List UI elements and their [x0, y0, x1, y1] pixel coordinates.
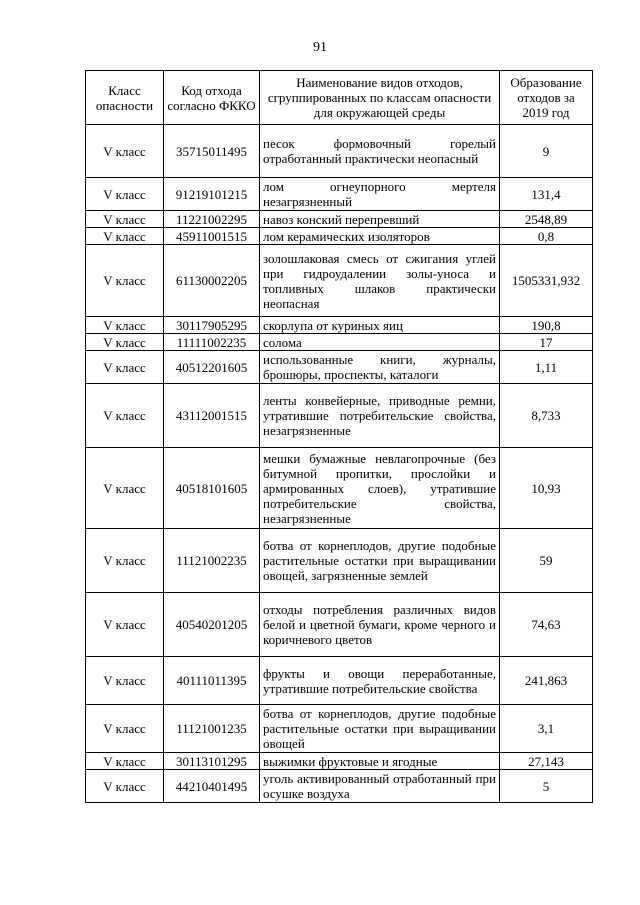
waste-code-cell: 40512201605	[164, 351, 260, 384]
hazard-class-cell: V класс	[86, 125, 164, 178]
waste-code-cell: 44210401495	[164, 770, 260, 803]
hazard-class-cell: V класс	[86, 178, 164, 211]
waste-amount-cell: 8,733	[500, 384, 593, 448]
waste-amount-cell: 10,93	[500, 448, 593, 529]
hazard-class-cell: V класс	[86, 228, 164, 245]
waste-code-cell: 45911001515	[164, 228, 260, 245]
waste-amount-cell: 1505331,932	[500, 245, 593, 317]
waste-amount-cell: 27,143	[500, 753, 593, 770]
page-number: 91	[313, 40, 327, 55]
header-waste-name: Наименование видов отходов, сгруппированных по классам опасности для окружающей среды	[260, 71, 500, 125]
waste-name-cell: золошлаковая смесь от сжигания углей при гидроудалении золы-уноса и топливных шлаков практически неопасная	[260, 245, 500, 317]
table-row	[86, 529, 593, 593]
waste-code-cell: 11121002235	[164, 529, 260, 593]
header-hazard-class: Класс опасности	[86, 71, 164, 125]
table-row	[86, 317, 593, 334]
waste-name-cell: навоз конский перепревший	[260, 211, 500, 228]
table-row	[86, 705, 593, 753]
waste-code-cell: 11111002235	[164, 334, 260, 351]
waste-code-cell: 11121001235	[164, 705, 260, 753]
waste-amount-cell: 74,63	[500, 593, 593, 657]
hazard-class-cell: V класс	[86, 770, 164, 803]
table-row	[86, 228, 593, 245]
table-row	[86, 657, 593, 705]
waste-name-cell: отходы потребления различных видов белой и цветной бумаги, кроме черного и коричневого цветов	[260, 593, 500, 657]
waste-amount-cell: 190,8	[500, 317, 593, 334]
hazard-class-cell: V класс	[86, 317, 164, 334]
waste-table	[85, 70, 593, 803]
waste-name-cell: скорлупа от куриных яиц	[260, 317, 500, 334]
waste-code-cell: 35715011495	[164, 125, 260, 178]
hazard-class-cell: V класс	[86, 593, 164, 657]
waste-amount-cell: 3,1	[500, 705, 593, 753]
hazard-class-cell: V класс	[86, 384, 164, 448]
waste-code-cell: 30113101295	[164, 753, 260, 770]
waste-amount-cell: 0,8	[500, 228, 593, 245]
waste-name-cell: мешки бумажные невлагопрочные (без битумной пропитки, прослойки и армированных слоев), утратившие потребительские свойства, незагрязненные	[260, 448, 500, 529]
waste-code-cell: 40111011395	[164, 657, 260, 705]
hazard-class-cell: V класс	[86, 351, 164, 384]
hazard-class-cell: V класс	[86, 753, 164, 770]
waste-code-cell: 30117905295	[164, 317, 260, 334]
table-body	[86, 125, 593, 803]
waste-name-cell: песок формовочный горелый отработанный практически неопасный	[260, 125, 500, 178]
waste-name-cell: уголь активированный отработанный при осушке воздуха	[260, 770, 500, 803]
waste-name-cell: ботва от корнеплодов, другие подобные растительные остатки при выращивании овощей, загрязненные землей	[260, 529, 500, 593]
waste-name-cell: ботва от корнеплодов, другие подобные растительные остатки при выращивании овощей	[260, 705, 500, 753]
table-row	[86, 753, 593, 770]
waste-code-cell: 11221002295	[164, 211, 260, 228]
hazard-class-cell: V класс	[86, 529, 164, 593]
header-waste-amount: Образование отходов за 2019 год	[500, 71, 593, 125]
waste-amount-cell: 17	[500, 334, 593, 351]
waste-name-cell: фрукты и овощи переработанные, утратившие потребительские свойства	[260, 657, 500, 705]
waste-amount-cell: 5	[500, 770, 593, 803]
header-waste-code: Код отхода согласно ФККО	[164, 71, 260, 125]
hazard-class-cell: V класс	[86, 245, 164, 317]
waste-amount-cell: 59	[500, 529, 593, 593]
table-header-row	[86, 71, 593, 125]
table-row	[86, 593, 593, 657]
table-row	[86, 125, 593, 178]
table-row	[86, 384, 593, 448]
hazard-class-cell: V класс	[86, 334, 164, 351]
hazard-class-cell: V класс	[86, 657, 164, 705]
hazard-class-cell: V класс	[86, 211, 164, 228]
waste-name-cell: лом огнеупорного мертеля незагрязненный	[260, 178, 500, 211]
waste-name-cell: ленты конвейерные, приводные ремни, утратившие потребительские свойства, незагрязненные	[260, 384, 500, 448]
waste-name-cell: выжимки фруктовые и ягодные	[260, 753, 500, 770]
hazard-class-cell: V класс	[86, 705, 164, 753]
table-row	[86, 211, 593, 228]
table-row	[86, 770, 593, 803]
hazard-class-cell: V класс	[86, 448, 164, 529]
waste-amount-cell: 1,11	[500, 351, 593, 384]
waste-amount-cell: 241,863	[500, 657, 593, 705]
waste-code-cell: 91219101215	[164, 178, 260, 211]
waste-amount-cell: 2548,89	[500, 211, 593, 228]
waste-code-cell: 43112001515	[164, 384, 260, 448]
table-row	[86, 351, 593, 384]
waste-name-cell: использованные книги, журналы, брошюры, проспекты, каталоги	[260, 351, 500, 384]
table-row	[86, 245, 593, 317]
waste-name-cell: солома	[260, 334, 500, 351]
waste-code-cell: 40540201205	[164, 593, 260, 657]
table-row	[86, 334, 593, 351]
table-row	[86, 178, 593, 211]
waste-amount-cell: 9	[500, 125, 593, 178]
waste-name-cell: лом керамических изоляторов	[260, 228, 500, 245]
waste-code-cell: 61130002205	[164, 245, 260, 317]
waste-amount-cell: 131,4	[500, 178, 593, 211]
table-row	[86, 448, 593, 529]
waste-code-cell: 40518101605	[164, 448, 260, 529]
